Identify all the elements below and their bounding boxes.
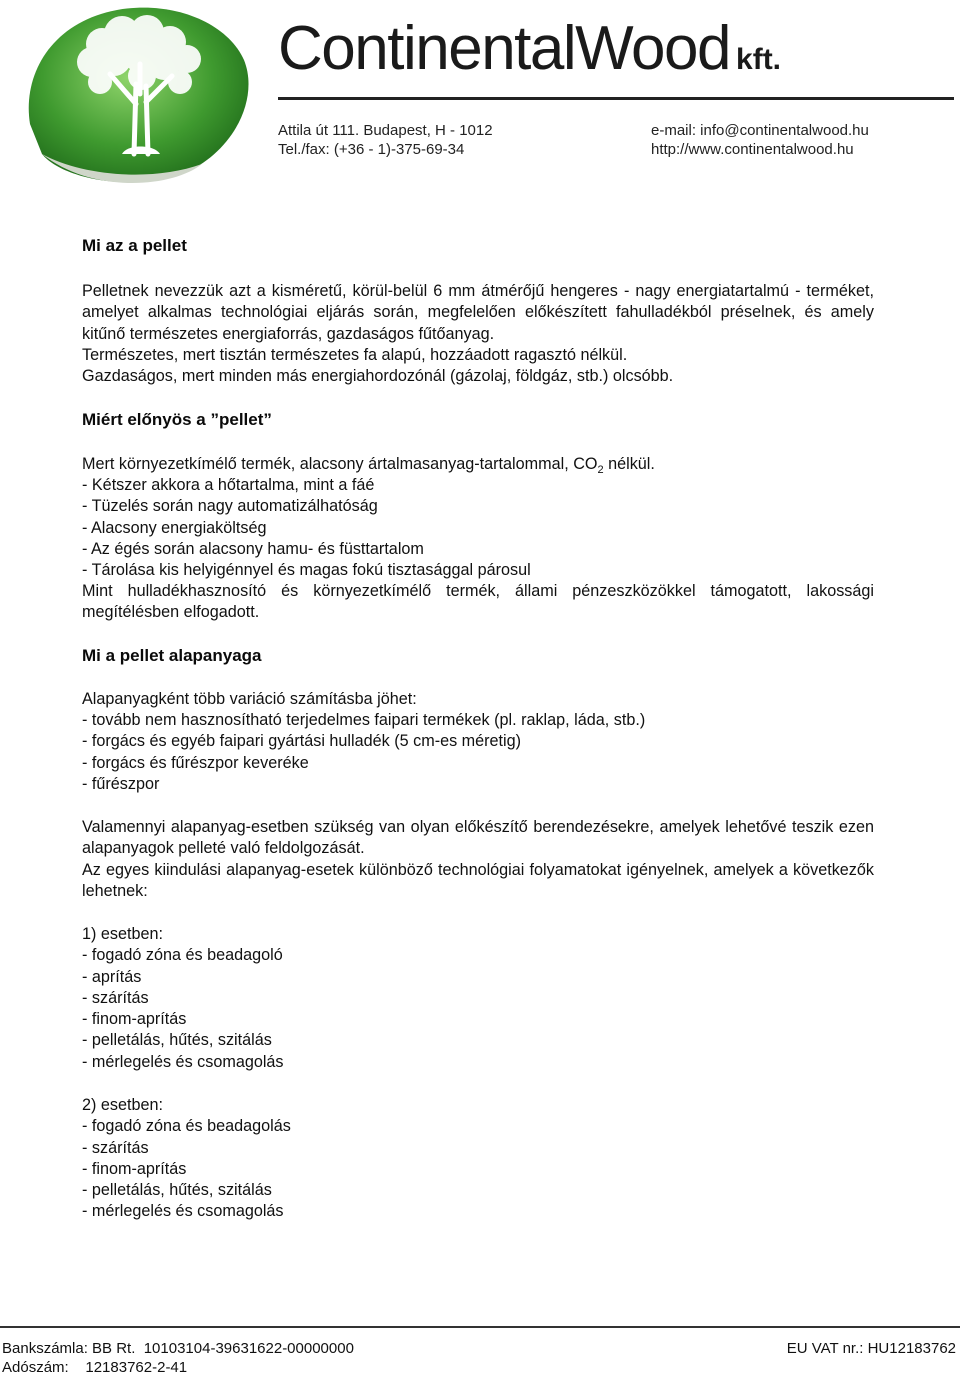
case-2-label: 2) esetben:: [82, 1096, 163, 1114]
list-item: - fogadó zóna és beadagoló: [82, 946, 283, 965]
list-item: - Tárolása kis helyigénnyel és magas fokú tisztasággal párosul: [82, 561, 531, 580]
header-divider: [278, 97, 954, 100]
list-item: - fűrészpor: [82, 774, 160, 793]
raw-material-intro: Alapanyagként több variáció számításba jöhet:: [82, 690, 417, 708]
list-item: - szárítás: [82, 988, 149, 1007]
list-item: - Az égés során alacsony hamu- és füsttartalom: [82, 539, 424, 558]
section-title-why: Miért előnyös a ”pellet”: [82, 410, 272, 429]
section-title-raw-material: Mi a pellet alapanyaga: [82, 646, 262, 665]
list-item: - tovább nem hasznosítható terjedelmes faipari termékek (pl. raklap, láda, stb.): [82, 711, 646, 729]
brand-wordmark: [278, 14, 782, 83]
advantages-list: [82, 475, 531, 581]
bank-account: Bankszámla: BB Rt. 10103104-39631622-00000000: [2, 1340, 354, 1357]
list-item: - forgács és egyéb faipari gyártási hulladék (5 cm-es méretig): [82, 732, 522, 751]
list-item: - fogadó zóna és beadagolás: [82, 1117, 291, 1136]
brand-main: ContinentalWood: [278, 14, 731, 83]
list-item: - Tüzelés során nagy automatizálhatóság: [82, 497, 378, 516]
list-item: - finom-aprítás: [82, 1159, 187, 1178]
section-title-what-is: Mi az a pellet: [82, 236, 187, 255]
list-item: - aprítás: [82, 967, 142, 986]
list-item: - pelletálás, hűtés, szitálás: [82, 1031, 272, 1050]
case-2-block: [82, 1095, 291, 1223]
list-item: - Kétszer akkora a hőtartalma, mint a fáé: [82, 476, 375, 494]
phone-line: Tel./fax: (+36 - 1)-375-69-34: [278, 141, 465, 158]
list-item: - finom-aprítás: [82, 1010, 187, 1029]
support-statement: Mint hulladékhasznosító és környezetkímélő termék, állami pénzeszközökkel támogatott, lakossági megítélésben elfogadott.: [82, 582, 874, 622]
address-line: Attila út 111. Budapest, H - 1012: [278, 122, 493, 139]
tree-logo: [22, 4, 270, 190]
brand-suffix: kft.: [736, 43, 782, 76]
footer-divider: [0, 1326, 960, 1328]
contact-block: [651, 121, 869, 159]
case-1-label: 1) esetben:: [82, 925, 163, 943]
vat-number: EU VAT nr.: HU12183762: [786, 1340, 956, 1357]
list-item: - forgács és fűrészpor keveréke: [82, 753, 309, 772]
list-item: - mérlegelés és csomagolás: [82, 1202, 284, 1221]
pellet-definition: Pelletnek nevezzük azt a kisméretű, körül-belül 6 mm átmérőjű hengeres - nagy energiatartalmú - terméket, amelyet alkalmas technológiai eljárás során, megfelelően előkészített fahulladékból préselnek, és amely kitűnő természetes energiaforrás, gazdaságos fűtőanyag.: [82, 282, 874, 343]
raw-material-list: [82, 710, 645, 795]
list-item: - pelletálás, hűtés, szitálás: [82, 1181, 272, 1200]
list-item: - szárítás: [82, 1138, 149, 1157]
preparation-paragraph: Valamennyi alapanyag-esetben szükség van olyan előkészítő berendezésekre, amelyek lehetővé teszik ezen alapanyagok pelleté való feldolgozását.: [82, 818, 874, 858]
economic-line: Gazdaságos, mert minden más energiahordozónál (gázolaj, földgáz, stb.) olcsóbb.: [82, 367, 674, 385]
intro-tail: nélkül.: [603, 455, 655, 473]
process-paragraph: Az egyes kiindulási alapanyag-esetek különböző technológiai folyamatokat igényelnek, amelyek a következők lehetnek:: [82, 861, 874, 901]
intro-text: Mert környezetkímélő termék, alacsony ártalmasanyag-tartalommal, CO: [82, 455, 598, 473]
website-link[interactable]: http://www.continentalwood.hu: [651, 141, 854, 158]
co2-subscript: 2: [597, 464, 604, 477]
tax-number: Adószám: 12183762-2-41: [2, 1359, 188, 1376]
natural-line: Természetes, mert tisztán természetes fa alapú, hozzáadott ragasztó nélkül.: [82, 346, 628, 364]
list-item: - Alacsony energiaköltség: [82, 518, 267, 537]
list-item: - mérlegelés és csomagolás: [82, 1052, 284, 1071]
case-1-block: [82, 924, 284, 1073]
email-link[interactable]: e-mail: info@continentalwood.hu: [651, 122, 869, 139]
address-block: [278, 121, 493, 159]
